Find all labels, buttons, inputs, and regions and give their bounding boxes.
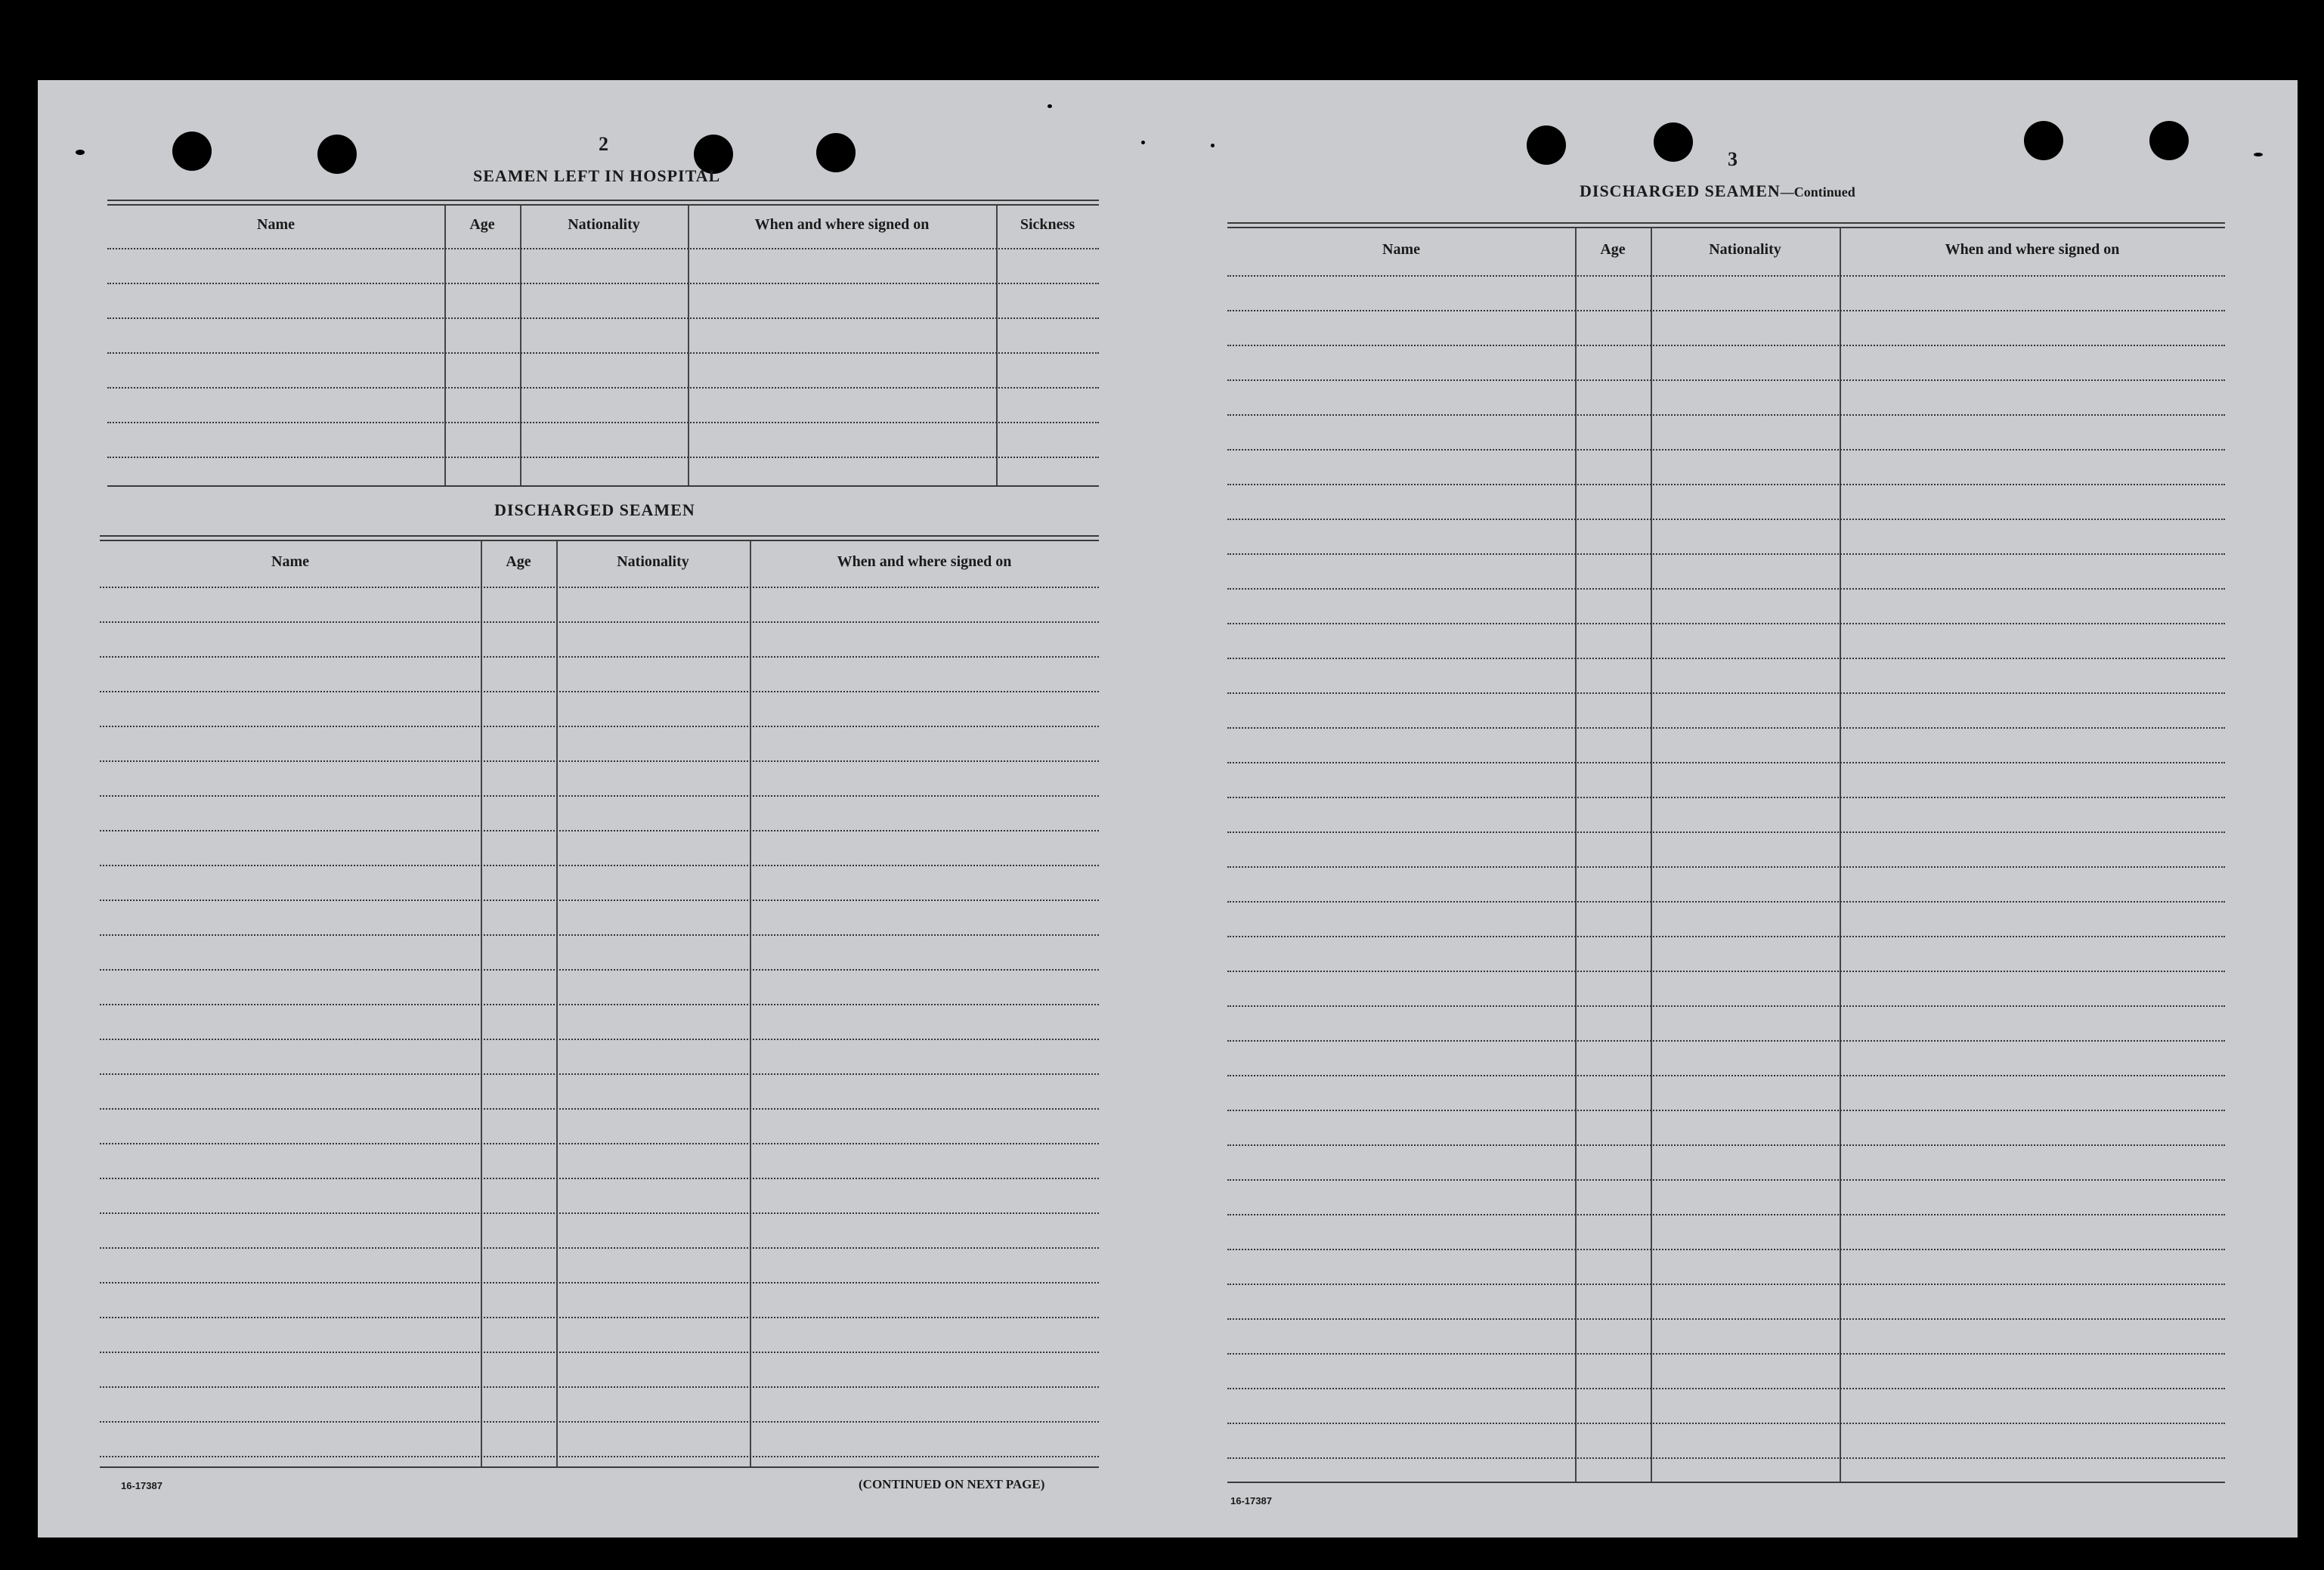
- table-row: [1227, 971, 2225, 972]
- table-row: [1227, 1144, 2225, 1146]
- binder-hole: [816, 133, 856, 172]
- column-header: Name: [257, 216, 295, 233]
- table-row: [100, 900, 1099, 901]
- table-row: [100, 1004, 1099, 1005]
- column-divider: [1651, 228, 1652, 1483]
- table-row: [100, 587, 1099, 588]
- table-row: [100, 760, 1099, 762]
- table-rule: [107, 204, 1099, 206]
- column-header: Nationality: [617, 553, 689, 570]
- table-row: [1227, 1388, 2225, 1389]
- table-row: [1227, 1353, 2225, 1355]
- table-row: [107, 317, 1099, 319]
- column-header: Age: [506, 553, 531, 570]
- table-row: [1227, 797, 2225, 798]
- binder-hole: [1527, 125, 1566, 165]
- column-divider: [1840, 228, 1841, 1483]
- table-row: [100, 1282, 1099, 1284]
- hospital-table: [107, 200, 1099, 487]
- table-row: [1227, 1075, 2225, 1076]
- column-header: Name: [1382, 241, 1420, 258]
- table-row: [1227, 866, 2225, 868]
- table-row: [107, 457, 1099, 458]
- column-header: Name: [271, 553, 309, 570]
- table-bottom-rule: [1227, 1482, 2225, 1483]
- table-row: [1227, 1179, 2225, 1181]
- table-row: [1227, 345, 2225, 346]
- table-row: [100, 969, 1099, 971]
- table-row: [100, 691, 1099, 692]
- table-row: [1227, 901, 2225, 903]
- table-row: [100, 1317, 1099, 1318]
- table-row: [1227, 484, 2225, 485]
- table-row: [100, 1073, 1099, 1075]
- speck: [76, 150, 85, 155]
- table-row: [107, 248, 1099, 249]
- table-row: [1227, 1457, 2225, 1459]
- table-rule: [100, 535, 1099, 537]
- discharged-section-title: DISCHARGED SEAMEN: [494, 500, 695, 519]
- table-row: [1227, 762, 2225, 763]
- table-row: [107, 387, 1099, 389]
- table-row: [1227, 1423, 2225, 1424]
- table-row: [100, 1178, 1099, 1179]
- column-header: When and where signed on: [1945, 241, 2120, 258]
- column-header: Sickness: [1020, 216, 1075, 233]
- column-header: When and where signed on: [754, 216, 930, 233]
- table-row: [100, 865, 1099, 866]
- table-row: [1227, 692, 2225, 694]
- table-row: [1227, 623, 2225, 624]
- table-row: [1227, 1214, 2225, 1215]
- column-header: Nationality: [1709, 241, 1781, 258]
- binder-hole: [172, 132, 212, 171]
- column-divider: [1575, 228, 1577, 1483]
- table-row: [100, 1039, 1099, 1040]
- table-row: [100, 726, 1099, 727]
- table-row: [100, 1212, 1099, 1214]
- table-row: [1227, 275, 2225, 277]
- table-row: [1227, 553, 2225, 555]
- column-header: Age: [469, 216, 495, 233]
- discharged-table: [100, 535, 1099, 1468]
- speck: [1211, 144, 1215, 147]
- table-row: [1227, 379, 2225, 381]
- table-row: [1227, 1110, 2225, 1111]
- speck: [2254, 153, 2263, 156]
- continued-note: (CONTINUED ON NEXT PAGE): [859, 1477, 1045, 1491]
- table-row: [1227, 449, 2225, 451]
- table-row: [1227, 1249, 2225, 1250]
- document-sheet: [38, 80, 2298, 1537]
- table-row: [1227, 1040, 2225, 1042]
- continued-discharged-table: [1227, 222, 2225, 1483]
- table-row: [100, 1421, 1099, 1423]
- table-rule: [107, 200, 1099, 201]
- table-row: [100, 1108, 1099, 1110]
- table-rule: [1227, 227, 2225, 228]
- table-row: [1227, 414, 2225, 416]
- table-row: [100, 1456, 1099, 1457]
- table-row: [100, 1386, 1099, 1388]
- table-rule: [100, 540, 1099, 541]
- table-row: [1227, 1284, 2225, 1285]
- table-rule: [1227, 222, 2225, 224]
- table-row: [107, 422, 1099, 423]
- table-row: [1227, 727, 2225, 729]
- form-number: 16-17387: [121, 1480, 162, 1491]
- table-bottom-rule: [100, 1466, 1099, 1468]
- form-number: 16-17387: [1230, 1495, 1272, 1507]
- table-row: [100, 1143, 1099, 1144]
- table-row: [1227, 1005, 2225, 1007]
- table-row: [100, 656, 1099, 658]
- hospital-section-title: SEAMEN LEFT IN HOSPITAL: [473, 166, 721, 185]
- table-row: [107, 352, 1099, 354]
- table-row: [1227, 519, 2225, 520]
- binder-hole: [1654, 122, 1693, 162]
- binder-hole: [317, 135, 357, 174]
- continued-title-main: DISCHARGED SEAMEN: [1580, 181, 1781, 200]
- table-row: [1227, 936, 2225, 937]
- continued-title-suffix: —Continued: [1780, 184, 1855, 200]
- table-row: [1227, 831, 2225, 833]
- table-row: [1227, 588, 2225, 590]
- table-row: [107, 283, 1099, 284]
- column-header: When and where signed on: [837, 553, 1012, 570]
- speck: [1048, 104, 1052, 108]
- speck: [1141, 141, 1145, 144]
- column-header: Age: [1600, 241, 1626, 258]
- table-row: [100, 1247, 1099, 1249]
- table-row: [1227, 1318, 2225, 1320]
- page-number: 3: [1728, 148, 1738, 170]
- table-row: [100, 934, 1099, 936]
- table-row: [100, 1352, 1099, 1353]
- table-bottom-rule: [107, 485, 1099, 487]
- continued-section-title: [1580, 181, 1855, 201]
- table-row: [1227, 310, 2225, 311]
- binder-hole: [2149, 121, 2189, 160]
- table-row: [100, 621, 1099, 623]
- column-header: Nationality: [568, 216, 640, 233]
- table-row: [100, 830, 1099, 831]
- binder-hole: [2024, 121, 2063, 160]
- table-row: [100, 795, 1099, 797]
- table-row: [1227, 658, 2225, 659]
- page-number: 2: [599, 133, 608, 155]
